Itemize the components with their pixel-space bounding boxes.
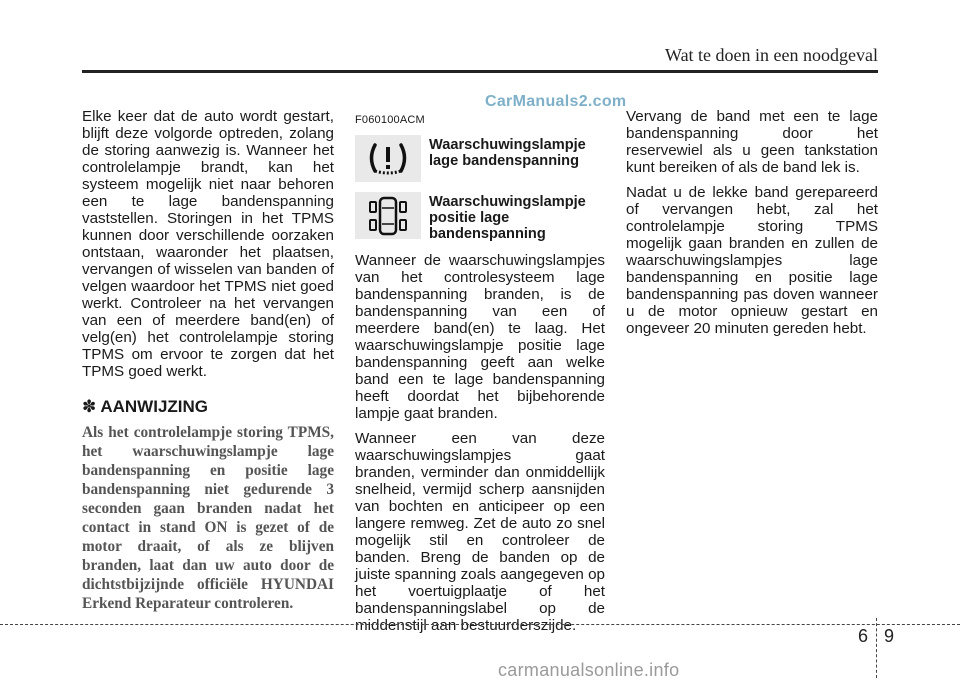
warning-label-position: Waarschuwingslampje positie lage bandenspanning: [429, 194, 586, 242]
note-heading: [82, 398, 334, 415]
intro-paragraph: Elke keer dat de auto wordt gestart, blijft deze volgorde optreden, zolang de storing aanwezig is. Wanneer het controlelampje brandt, kan het systeem mogelijk niet naar behoren een te lage bandenspanning vaststellen. Storingen in het TPMS kunnen door verschillende oorzaken ontstaan, waaronder het plaatsen, vervangen of wisselen van banden of velgen waardoor het TPMS niet goed werkt. Controleer na het vervangen van een of meerdere band(en) of velg(en) het controlelampje storing TPMS om ervoor te zorgen dat het TPMS goed werkt.: [82, 108, 334, 380]
warning-row-low-pressure: [355, 135, 605, 182]
footer-divider: [0, 624, 960, 625]
watermark-top: CarManuals2.com: [485, 93, 627, 110]
tire-position-warning-icon: [366, 194, 410, 238]
warning-label-low-pressure: Waarschuwingslampje lage bandenspanning: [429, 137, 586, 169]
chapter-number: 6: [858, 626, 869, 646]
column-left: [82, 108, 334, 613]
right-paragraph-1: Vervang de band met een te lage bandenspanning door het reservewiel als u geen tankstation kunt bereiken of als de band lek is.: [626, 108, 878, 176]
warning-row-position: [355, 192, 605, 242]
page-number: 9: [884, 626, 895, 646]
page-number-separator: [876, 618, 877, 678]
warning-paragraph-2: Wanneer een van deze waarschuwingslampjes gaat branden, verminder dan onmiddellijk snelheid, vermijd scherp aansnijden van bochten en anticipeer op een langere remweg. Zet de auto zo snel mogelijk stil en controleer de banden. Breng de banden op de juiste spanning zoals aangegeven op het voertuigplaatje of het bandenspanningslabel op de middenstijl aan bestuurderszijde.: [355, 430, 605, 634]
header-divider: [82, 70, 878, 73]
document-code: F060100ACM: [355, 114, 425, 126]
note-body: Als het controlelampje storing TPMS, het waarschuwingslampje lage bandenspanning en positie lage bandenspanning niet gedurende 3 seconden gaan branden nadat het contact in stand ON is gezet of de motor draait, of als ze blijven branden, laat dan uw auto door de dichtstbijzijnde officiële HYUNDAI Erkend Reparateur controleren.: [82, 424, 334, 612]
column-right: [626, 108, 878, 345]
warning-paragraph-1: Wanneer de waarschuwingslampjes van het controlesysteem lage bandenspanning branden, is de bandenspanning van een of meerdere band(en) te laag. Het waarschuwingslampje positie lage bandenspanning geeft aan welke band een te lage bandenspanning heeft doordat het bijbehorende lampje gaat branden.: [355, 252, 605, 422]
tire-pressure-warning-icon: [366, 140, 410, 178]
note-symbol: ✽: [82, 397, 97, 416]
right-paragraph-2: Nadat u de lekke band gerepareerd of vervangen hebt, zal het controlelampje storing TPMS mogelijk gaan branden en zullen de waarschuwingslampjes lage bandenspanning en positie lage bandenspanning pas doven wanneer u de motor opnieuw gestart en ongeveer 20 minuten gereden hebt.: [626, 184, 878, 337]
watermark-bottom: carmanualsonline.info: [498, 660, 680, 680]
page-header-title: Wat te doen in een noodgeval: [665, 45, 878, 65]
column-middle: [355, 112, 605, 642]
note-heading-text: AANWIJZING: [100, 397, 209, 416]
